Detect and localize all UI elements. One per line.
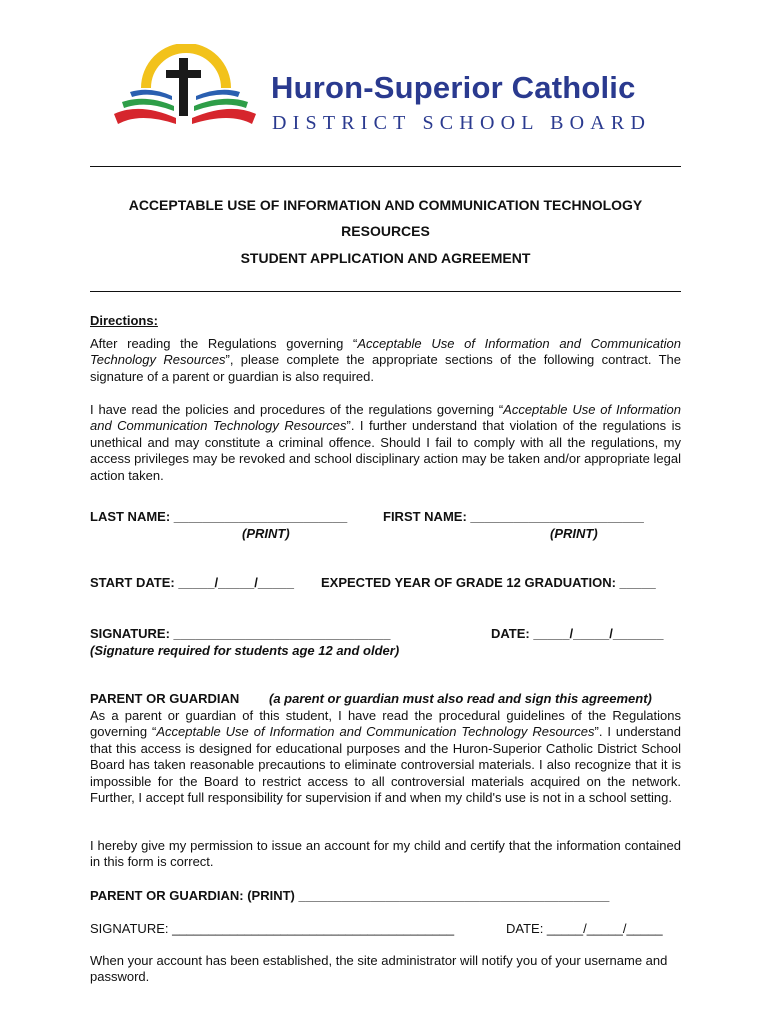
- book-green-right: [194, 99, 248, 111]
- start-date-field[interactable]: START DATE: _____/_____/_____: [90, 575, 295, 590]
- last-name-print-label: (PRINT): [242, 526, 290, 541]
- cross-horizontal: [166, 70, 201, 78]
- title-divider: [90, 291, 681, 292]
- book-blue-right: [196, 90, 240, 100]
- book-green-left: [122, 99, 174, 111]
- parent-paragraph-1: As a parent or guardian of this student, I have read the procedural guidelines of the Regulations governing “Acceptable Use of Information and Communication Technology Resources”. I understand that this access is designed for educational purposes and the Huron-Superior Catholic District School Board has taken reasonable precautions to eliminate controversial materials. I also recognize that it is impossible for the Board to restrict access to all controversial materials acquired on the network. Further, I accept full responsibility for supervision if and when my child's use is not in a school setting.: [90, 708, 681, 806]
- first-name-field[interactable]: FIRST NAME: ________________________: [383, 509, 644, 524]
- signature-note: (Signature required for students age 12 and older): [90, 643, 400, 658]
- parent-heading-note: (a parent or guardian must also read and sign this agreement): [269, 691, 652, 706]
- parent-signature-field[interactable]: SIGNATURE: _______________________________________: [90, 921, 455, 936]
- parent-print-name-field[interactable]: PARENT OR GUARDIAN: (PRINT) ___________________________________________: [90, 888, 610, 903]
- parent-date-field[interactable]: DATE: _____/_____/_____: [506, 921, 663, 936]
- school-board-logo: [110, 44, 260, 134]
- parent-paragraph-2: I hereby give my permission to issue an account for my child and certify that the information contained in this form is correct.: [90, 838, 681, 870]
- directions-heading: Directions:: [90, 313, 158, 328]
- directions-paragraph-1: After reading the Regulations governing “Acceptable Use of Information and Communication Technology Resources”, please complete the appropriate sections of the following contract. The signature of a parent or guardian is also required.: [90, 336, 681, 384]
- org-subtitle: DISTRICT SCHOOL BOARD: [272, 112, 652, 134]
- last-name-field[interactable]: LAST NAME: ________________________: [90, 509, 348, 524]
- parent-heading: PARENT OR GUARDIAN: [90, 691, 240, 706]
- book-red-left: [114, 109, 176, 124]
- student-date-field[interactable]: DATE: _____/_____/_______: [491, 626, 664, 641]
- top-divider: [90, 166, 681, 167]
- doc-title-line1: ACCEPTABLE USE OF INFORMATION AND COMMUNICATION TECHNOLOGY: [128, 197, 643, 213]
- org-name: Huron-Superior Catholic: [271, 70, 636, 105]
- book-red-right: [192, 109, 256, 124]
- directions-paragraph-2: I have read the policies and procedures of the regulations governing “Acceptable Use of Information and Communication Technology Resources”. I further understand that violation of the regulations is unethical and may constitute a criminal offence. Should I fail to comply with all the regulations, my access privileges may be revoked and school disciplinary action may be taken and/or appropriate legal action taken.: [90, 402, 681, 483]
- cross-vertical: [179, 58, 188, 116]
- doc-title-line2: RESOURCES: [341, 223, 430, 239]
- graduation-year-field[interactable]: EXPECTED YEAR OF GRADE 12 GRADUATION: _____: [321, 575, 656, 590]
- book-blue-left: [130, 90, 172, 100]
- student-signature-field[interactable]: SIGNATURE: ______________________________: [90, 626, 391, 641]
- footer-note: When your account has been established, the site administrator will notify you of your username and password.: [90, 953, 668, 985]
- first-name-print-label: (PRINT): [550, 526, 598, 541]
- doc-title-line3: STUDENT APPLICATION AND AGREEMENT: [240, 250, 531, 266]
